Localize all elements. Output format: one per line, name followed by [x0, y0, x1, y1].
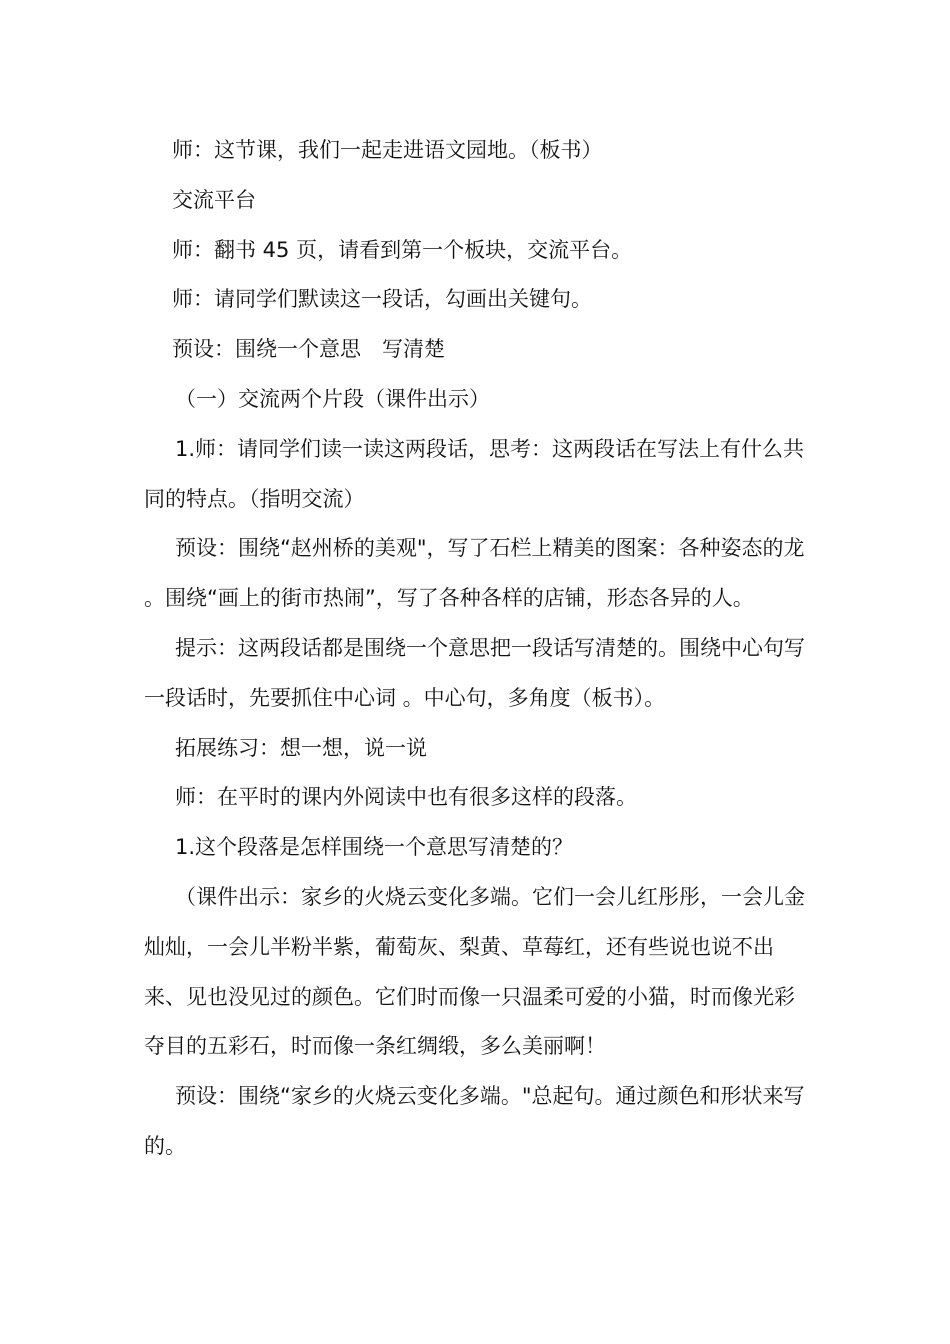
- paragraph-preset-3: 预设：围绕“家乡的火烧云变化多端。"总起句。通过颜色和形状来写的。: [144, 1084, 805, 1158]
- paragraph-question-1: 1.师：请同学们读一读这两段话，思考：这两段话在写法上有什么共同的特点。（指明交流）: [144, 436, 805, 511]
- paragraph-courseware-excerpt: （课件出示：家乡的火烧云变化多端。它们一会儿红彤彤，一会儿金灿灿，一会儿半粉半紫，葡萄灰、梨黄、草莓红，还有些说也说不出来、见也没见过的颜色。它们时而像一只温柔可爱的小猫，时而像光彩夺目的五彩石，时而像一条红绸缎，多么美丽啊！: [144, 884, 805, 1059]
- paragraph-question-2: 1.这个段落是怎样围绕一个意思写清楚的？: [175, 835, 574, 860]
- paragraph-silent-reading: 师：请同学们默读这一段话，勾画出关键句。: [172, 287, 592, 312]
- paragraph-preset-2: 预设：围绕“赵州桥的美观"，写了石栏上精美的图案：各种姿态的龙 。围绕“画上的街市热闹”，写了各种各样的店铺，形态各异的人。: [144, 536, 805, 611]
- paragraph-extension-practice: 拓展练习：想一想，说一说: [175, 735, 427, 760]
- paragraph-teacher-intro: 师：这节课，我们一起走进语文园地。（板书）: [172, 138, 603, 162]
- section-heading-exchange-platform: 交流平台: [172, 187, 256, 212]
- subheading-two-passages: （一）交流两个片段（课件出示）: [175, 386, 490, 411]
- paragraph-turn-page: 师：翻书 45 页，请看到第一个板块，交流平台。: [172, 237, 633, 262]
- paragraph-teacher-reading: 师：在平时的课内外阅读中也有很多这样的段落。: [175, 785, 637, 810]
- document-body: [144, 126, 808, 1172]
- paragraph-hint: 提示：这两段话都是围绕一个意思把一段话写清楚的。围绕中心句写一段话时，先要抓住中心词 。中心句，多角度（板书）。: [144, 635, 805, 710]
- paragraph-preset-1: 预设：围绕一个意思 写清楚: [172, 337, 445, 362]
